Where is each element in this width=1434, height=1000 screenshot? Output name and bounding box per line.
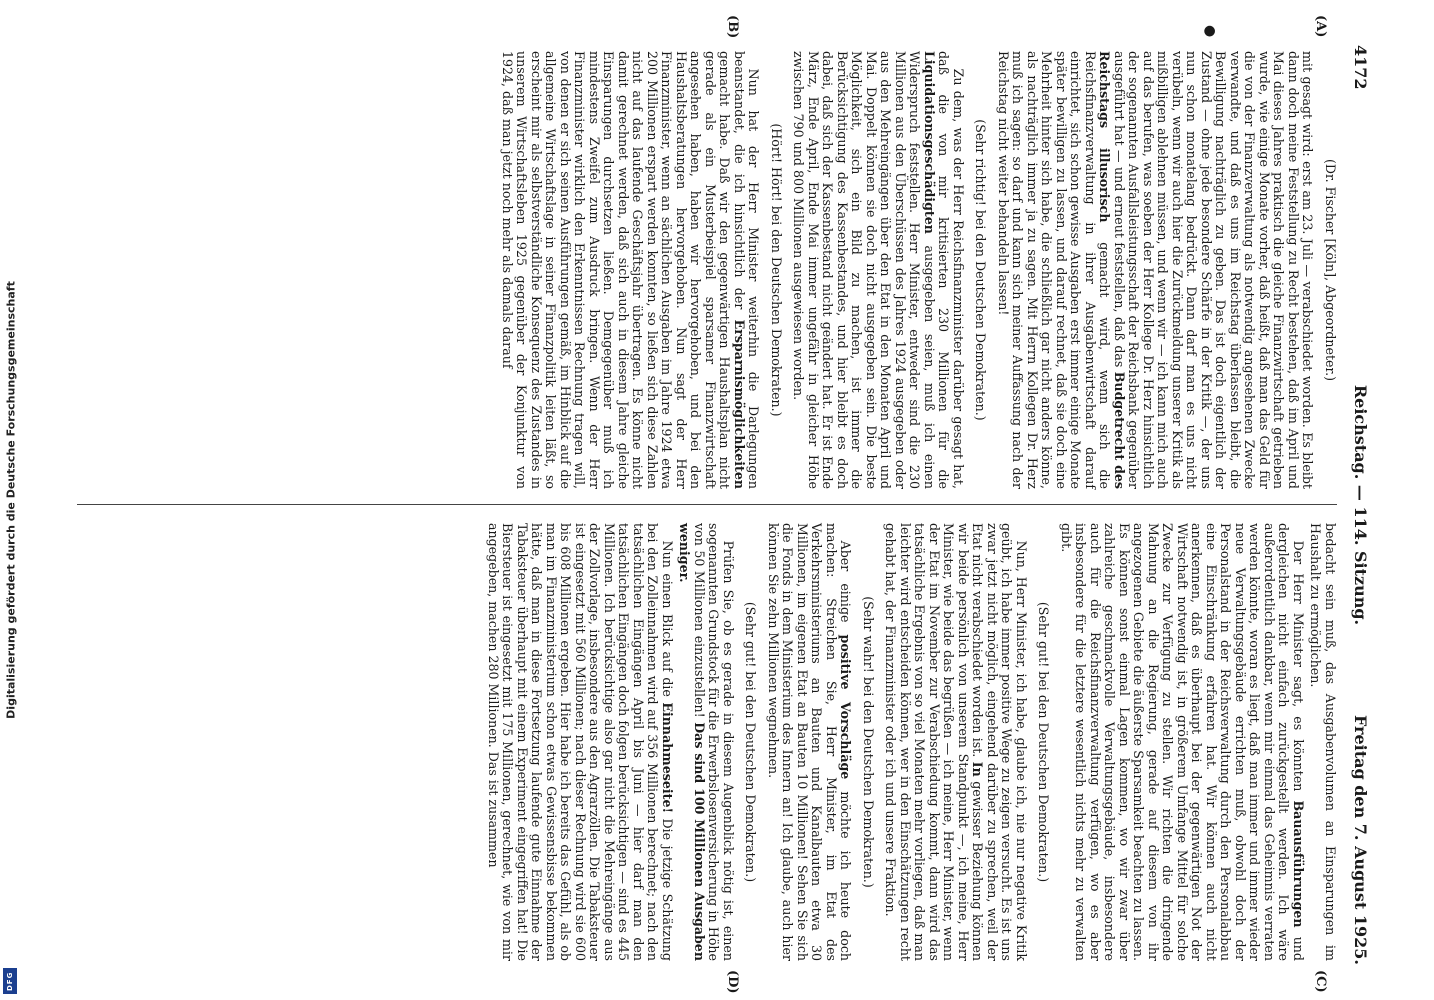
column-divider — [77, 504, 1337, 505]
paragraph: Nun hat der Herr Minister weiterhin die Darlegungen beanstandet, die ich hinsichtlich der Ersparnismöglichkeiten gemacht habe. Daß wir den gegenwärtigen Haushaltsplan nicht gerade als ein Musterbeispiel sparsamer Finanzwirtschaft angesehen haben, haben wir hervorgehoben, und bei den Haushaltsberatungen hervorgehoben. Nun sagt der Herr Finanzminister, wenn an sächlichen Ausgaben im Jahre 1924 etwa 200 Millionen erspart werden konnten, so ließen sich diese Zahlen nicht auf das laufende Geschäftsjahr übertragen. Es könne nicht damit gerechnet werden, daß sich auch in diesem Jahre gleiche Einsparungen durchsetzen ließen. Demgegenüber muß ich mindestens Zweifel zum Ausdruck bringen. Wenn der Herr Finanzminister wirklich den Erkenntnissen Rechnung tragen will, von denen er sich seinen Ausführungen gemäß, im Hinblick auf die allgemeine Wirtschaftslage in seiner Finanzpolitik leiten läßt, so erscheint mir als selbstverständliche Konsequenz des Zustandes in unserem Wirtschaftsleben 1925 gegenüber der Konjunktur von 1924, daß man jetzt noch mehr als damals darauf — [500, 51, 762, 489]
speaker-line: (Dr. Fischer [Köln], Abgeordneter.) — [1323, 158, 1338, 382]
paragraph: Der Herr Minister sagt, es könnten Bauausführungen und dergleichen nicht einfach zurückgestellt werden. Ich wäre außerordentlich dankbar, wenn mir einmal das Geheimnis verraten werden könnte, woran es liegt, daß man immer und immer wieder neue Verwaltungsgebäude errichten muß, obwohl doch der Personalstand in der Reichsverwaltung durch den Personalabbau eine Einschränkung erfahren hat. Wir können auch nicht anerkennen, daß es überhaupt bei der gegenwärtigen Not der Wirtschaft notwendig ist, in größerem Umfange Mittel für solche Zwecke zur Verfügung zu stellen. Wir richten die dringende Mahnung an die Regierung, gerade auf diesem von ihr angezogenen Gebiete die äußerste Sparsamkeit beachten zu lassen. Es können sonst einmal Lagen kommen, wo wir zwar über zahlreiche geschmackvolle Verwaltungsgebäude, insbesondere auch für die Reichsfinanzverwaltung verfügen, wo es aber insbesondere für die letztere wesentlich nichts mehr zu verwalten gibt. — [1059, 523, 1306, 961]
dfg-logo-icon: DFG — [3, 968, 17, 994]
paragraph: Nun einen Blick auf die Einnahmeseite! Die jetzige Schätzung bei den Zolleinnahmen wird auf 356 Millionen berechnet; nach den tatsächlichen Eingängen April bis Juni — hier darf man den tatsächlichen Eingängen doch folgen berücksichtigen — sind es 445 Millionen. Ich berücksichtige also gar nicht die Mehreingänge aus der Zollvorlage, insbesondere aus den Agrarzöllen. Die Tabaksteuer ist eingesetzt mit 560 Millionen; nach dieser Rechnung wird sie 600 bis 608 Millionen ergeben. Hier habe ich bereits das Gefühl, als ob man im Finanzministerium schon etwas Gewissensbisse bekommen hätte, daß man in diese Fortsetzung laufende gute Einnahme der Tabaksteuer überhaupt mit einem Experiment eingegriffen hat! Die Biersteuer ist eingesetzt mit 175 Millionen, gerechnet, wie von mir angegeben, machen 280 Millionen. Das ist zusammen — [486, 523, 675, 961]
paragraph: Nun, Herr Minister, ich habe, glaube ich, nie nur negative Kritik geübt, ich habe immer positive Wege zu zeigen versucht. Es ist uns zwar jetzt nicht möglich, eingehend darüber zu sprechen, weil der Etat nicht verabschiedet worden ist. In gewisser Beziehung können wir beide persönlich von unserem Standpunkt —, ich meine, Herr Minister, wie beide das begrüßen — ich meine, Herr Minister, wenn der Etat im November zur Verabschiedung kommt, dann wird das tatsächliche Ergebnis von so viel Monaten mehr vorliegen, daß man leichter wird entscheiden können, wer in den Einschätzungen recht gehabt hat, der Finanzminister oder ich und unsere Fraktion. — [883, 523, 1029, 961]
paragraph: Prüfen Sie, ob es gerade in diesem Augenblick nötig ist, einen sogenannten Grundstock für die Erwerbslosenversicherung in Höhe von 50 Millionen einzustellen! Das sind 100 Millionen Ausgaben weniger. — [677, 523, 736, 961]
page-number: 4172 — [1351, 45, 1370, 90]
margin-marker-a: (A) — [1313, 15, 1328, 38]
margin-bullet: ● — [1202, 25, 1218, 38]
interjection: (Sehr wahr! bei den Deutschen Demokraten.) — [861, 596, 876, 888]
paragraph: Zu dem, was der Herr Reichsfinanzminister darüber gesagt hat, daß die von mir kritisierten 230 Millionen für die Liquidationsgeschädigten ausgegeben seien, muß ich einen Widerspruch feststellen. Herr Minister, entweder sind die 230 Millionen aus den Überschüssen des Jahres 1924 ausgegeben oder aus den Mehreingängen über den Etat in den Monaten April und Mai. Doppelt können sie doch nicht ausgegeben sein. Die beste Möglichkeit, sich ein Bild zu machen, ist immer die Berücksichtigung des Kassenbestandes, und hier bleibt es doch dabei, daß sich der Kassenbestand nicht geändert hat. Er ist Ende März, Ende April, Ende Mai immer ungefähr in gleicher Höhe zwischen 790 und 800 Millionen ausgewiesen worden. — [791, 51, 966, 489]
margin-marker-d: (D) — [725, 970, 740, 994]
text-column-right — [483, 523, 1338, 961]
newspaper-page — [67, 15, 1370, 994]
margin-marker-b: (B) — [725, 15, 740, 39]
credit-text: Digitalisierung gefördert durch die Deutsche Forschungsgemeinschaft — [4, 281, 18, 719]
paragraph: bedacht sein muß, das Ausgabenvolumen an Einsparungen im Haushalt zu ermöglichen. — [1308, 523, 1338, 961]
paragraph: Aber einige positive Vorschläge möchte ich heute doch machen: Streichen Sie, Herr Minister, im Etat des Verkehrsministeriums an Bauten und Kanalbauten etwa 30 Millionen, im eigenen Etat an Bauten 10 Millionen! Sehen Sie sich die Fonds in dem Ministerium des Innern an! Ich glaube, auch hier können Sie zehn Millionen wegnehmen. — [766, 523, 854, 961]
digitization-credit — [0, 0, 22, 1000]
interjection: (Sehr gut! bei den Deutschen Demokraten.) — [1036, 601, 1052, 883]
interjection: (Sehr richtig! bei den Deutschen Demokraten.) — [973, 119, 989, 421]
session-date: Freitag den 7. August 1925. — [1351, 714, 1370, 965]
interjection: (Sehr gut! bei den Deutschen Demokraten.) — [743, 601, 759, 883]
paragraph: mit gesagt wird: erst am 23. Juli — verabschiedet worden. Es bleibt dann doch meine Feststellung zu Recht bestehen, daß im April und Mai dieses Jahres praktisch die gleiche Finanzwirtschaft getrieben wurde, wie einige Monate vorher, daß heißt, daß man das Geld für die von der Finanzverwaltung als notwendig angesehenen Zwecke verwandte, und daß es uns im Reichstag überlassen bleibt, die Bewilligung nachträglich zu geben. Das ist doch eigentlich der Zustand — ohne jede besondere Schärfe in der Kritik —, der uns nun schon monatelang bedrückt. Dann darf man es uns nicht verübeln, wenn wir auch hier die Zurückmeldung unserer Kritik als mißbilligen ablehnen müssen, und wenn wir — ich kann mich auch auf das berufen, was soeben der Herr Kollege Dr. Herz hinsichtlich der sogenannten Ausfallsleistungsschaft der Reichsbank gegenüber ausgeführt hat — und erneut feststellen, daß das Budgetrecht des Reichstags illusorisch gemacht wird, wenn sich die Reichsfinanzverwaltung in ihrer Ausgabenwirtschaft darauf einrichtet, sich schon gewisse Ausgaben erst immer einige Monate später bewilligen zu lassen, und darauf rechnet, daß sie doch eine Mehrheit hinter sich habe, die schließlich gar nicht anders könne, als nachträglich immer ja zu sagen. Mit Herrn Kollegen Dr. Herz muß ich sagen: so darf und kann sich meiner Auffassung nach der Reichstag nicht weiter behandeln lassen! — [996, 51, 1316, 489]
margin-marker-c: (C) — [1313, 970, 1328, 993]
interjection: (Hört! Hört! bei den Deutschen Demokraten.) — [769, 123, 784, 417]
text-column-left — [497, 51, 1338, 489]
page-header — [1345, 45, 1370, 965]
page-title: Reichstag. — 114. Sitzung. — [1351, 384, 1370, 626]
